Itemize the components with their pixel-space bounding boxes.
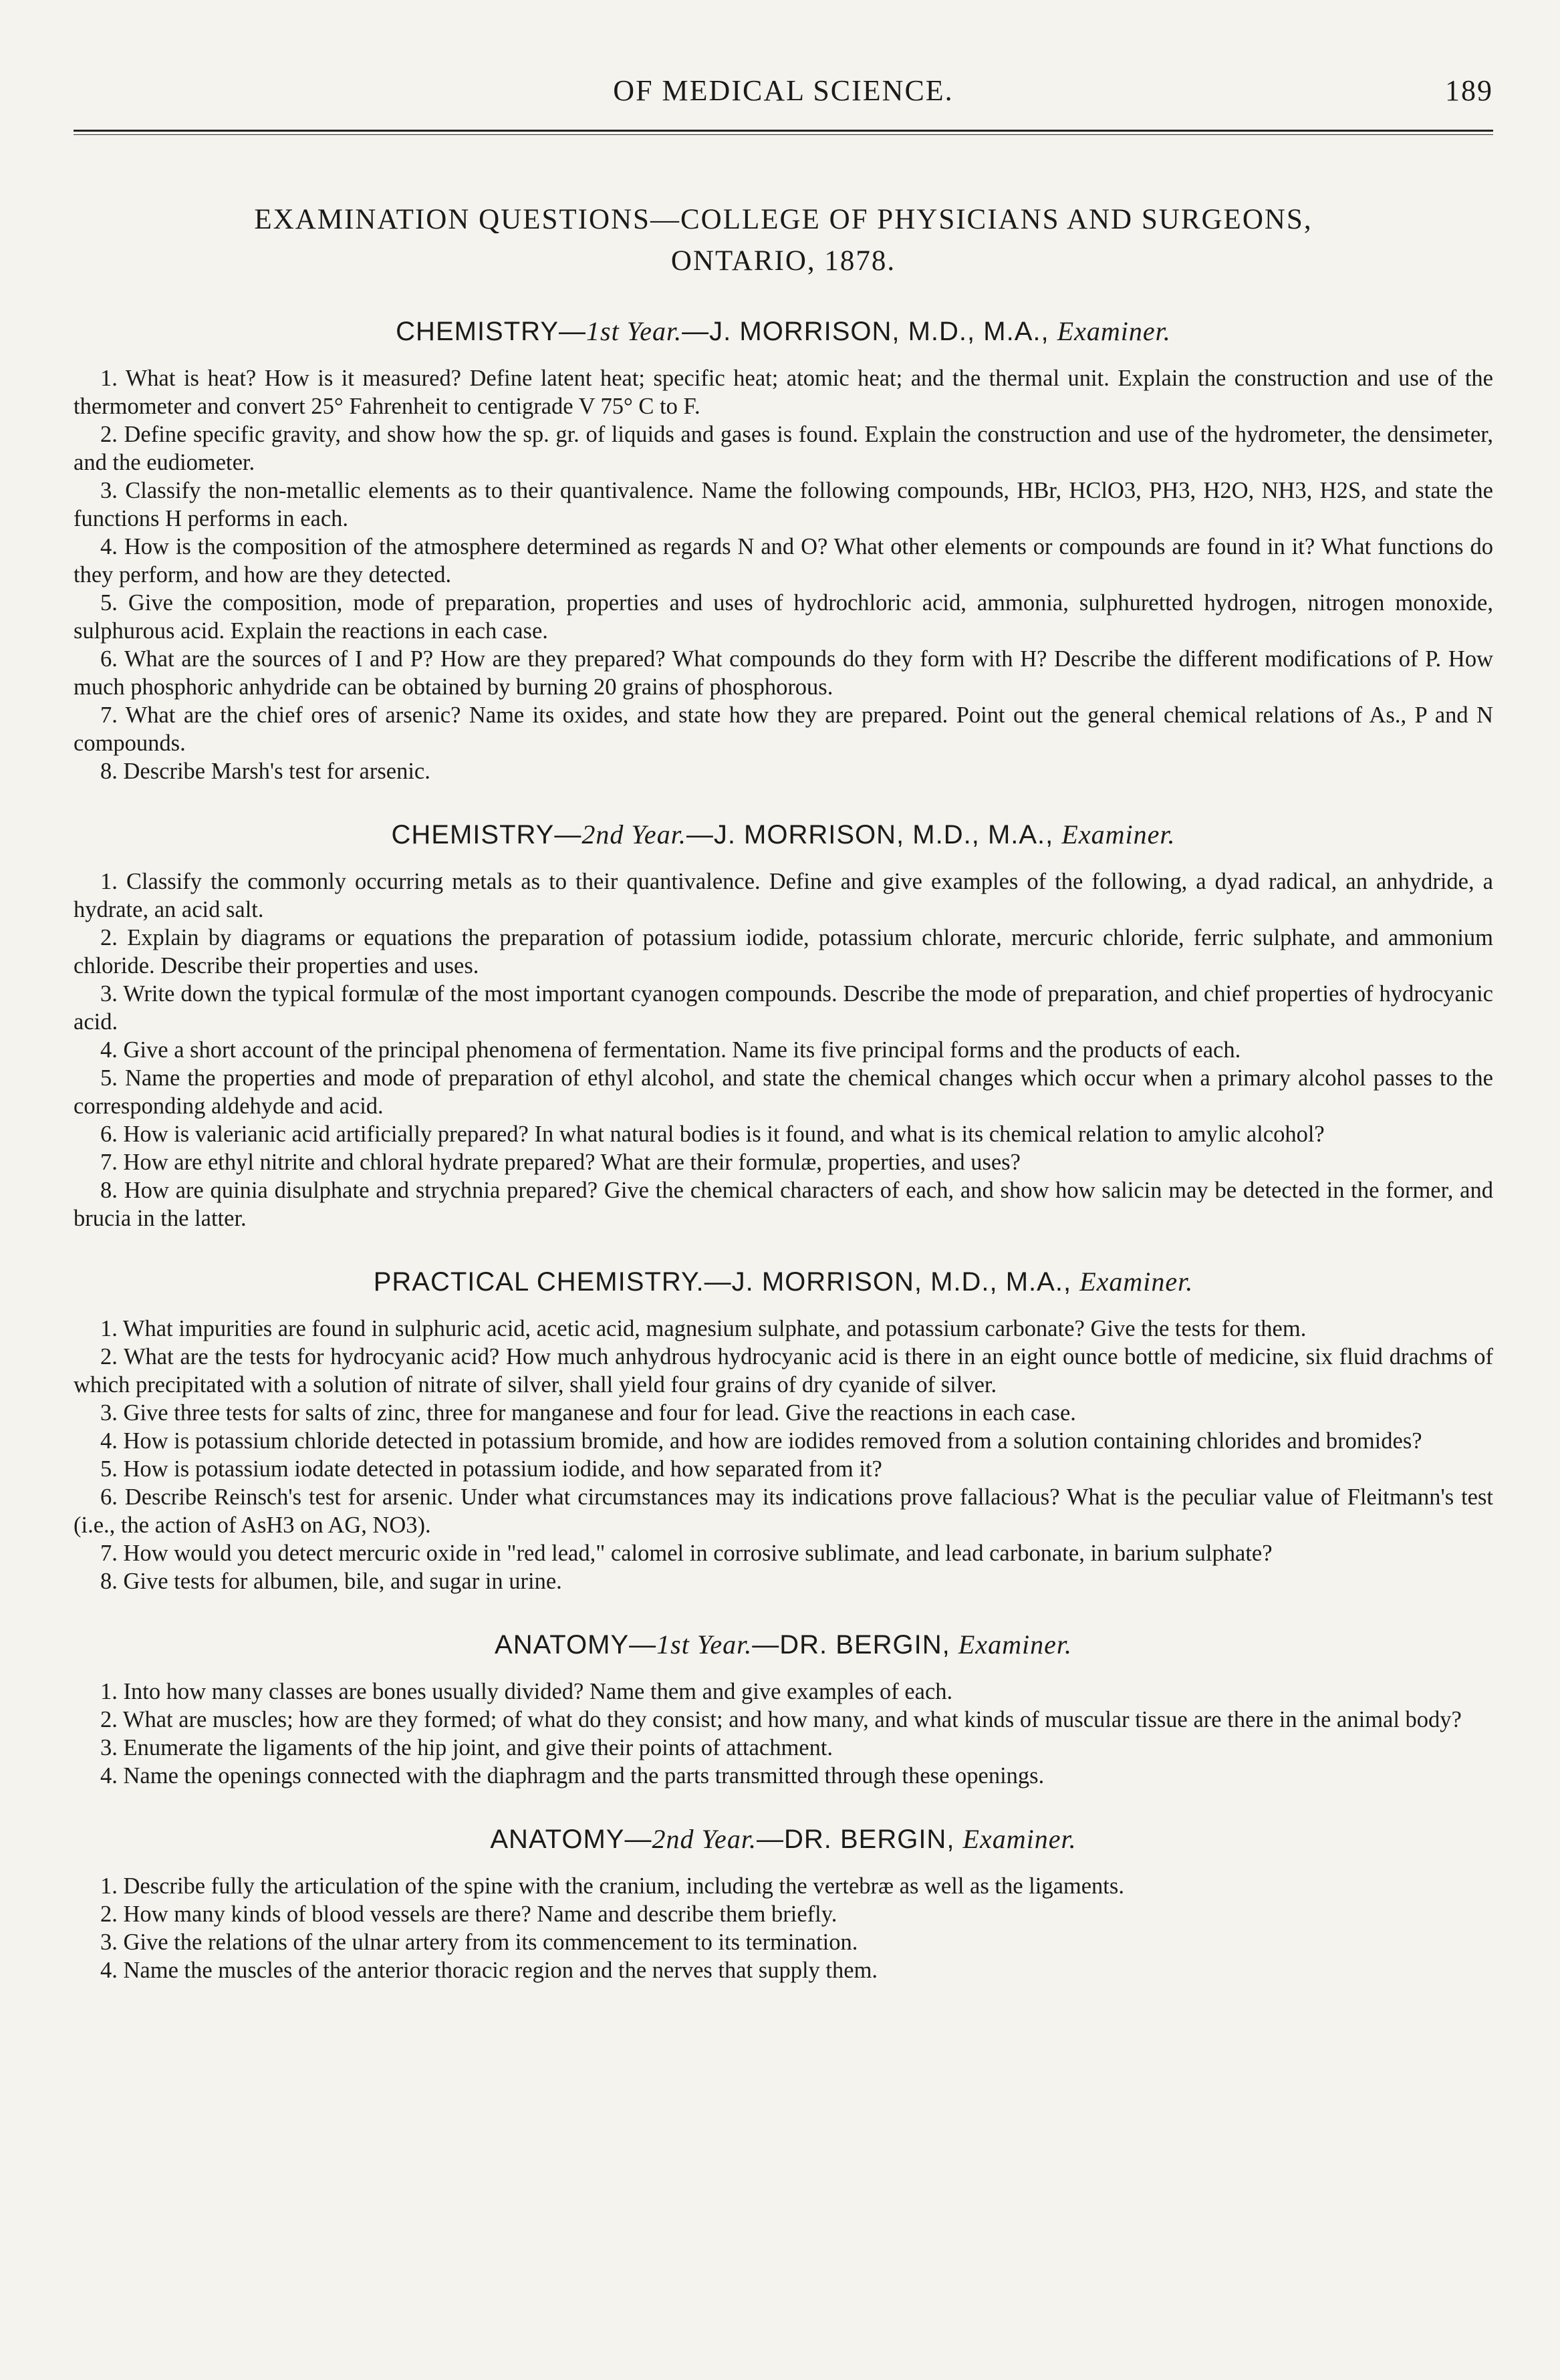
section-subject: CHEMISTRY— [391,820,582,849]
question: 5. Name the properties and mode of preparation of ethyl alcohol, and state the chemical changes which occur when a primary alcohol passes to the corresponding aldehyde and acid. [74,1065,1493,1119]
question: 2. How many kinds of blood vessels are there? Name and describe them briefly. [100,1901,837,1927]
header-rule [74,130,1493,132]
section-examiner-label: Examiner. [958,1629,1072,1660]
question: 4. Name the muscles of the anterior thoracic region and the nerves that supply them. [100,1958,878,1983]
section-subject: ANATOMY— [495,1630,657,1660]
question-list [74,868,1493,1232]
question: 4. Name the openings connected with the diaphragm and the parts transmitted through these openings. [100,1763,1045,1789]
question: 6. How is valerianic acid artificially prepared? In what natural bodies is it found, and what is its chemical relation to amylic alcohol? [100,1121,1325,1147]
page-title [74,199,1493,282]
section-examiner: —DR. BERGIN, [756,1825,963,1854]
section-year: 2nd Year. [652,1824,757,1854]
question: 6. Describe Reinsch's test for arsenic. Under what circumstances may its indications prove fallacious? What is the peculiar value of Fleitmann's test (i.e., the action of AsH3 on AG, NO3). [74,1484,1493,1538]
question: 2. What are muscles; how are they formed; of what do they consist; and how many, and what kinds of muscular tissue are there in the animal body? [100,1707,1462,1732]
question: 7. How are ethyl nitrite and chloral hydrate prepared? What are their formulæ, properties, and uses? [100,1150,1021,1175]
question: 1. Classify the commonly occurring metals as to their quantivalence. Define and give examples of the following, a dyad radical, an anhydride, a hydrate, an acid salt. [74,869,1493,922]
section-heading [74,315,1493,347]
question: 1. Describe fully the articulation of the spine with the cranium, including the vertebræ as well as the ligaments. [100,1873,1124,1899]
question: 7. What are the chief ores of arsenic? Name its oxides, and state how they are prepared. Point out the general chemical relations of As., P and N compounds. [74,702,1493,756]
question: 5. How is potassium iodate detected in potassium iodide, and how separated from it? [100,1456,882,1482]
question: 2. What are the tests for hydrocyanic acid? How much anhydrous hydrocyanic acid is there in an eight ounce bottle of medicine, six fluid drachms of which precipitated with a solution of nitrate of silver, shall yield four grains of dry cyanide of silver. [74,1344,1493,1398]
section-heading [74,1266,1493,1297]
question: 2. Explain by diagrams or equations the preparation of potassium iodide, potassium chlorate, mercuric chloride, ferric sulphate, and ammonium chloride. Describe their properties and uses. [74,925,1493,978]
question-list [74,364,1493,785]
question: 4. How is the composition of the atmosphere determined as regards N and O? What other elements or compounds are found in it? What functions do they perform, and how are they detected. [74,534,1493,587]
section-examiner-label: Examiner. [1079,1267,1194,1297]
question: 4. How is potassium chloride detected in potassium bromide, and how are iodides removed from a solution containing chlorides and bromides? [100,1428,1422,1454]
question-list [74,1678,1493,1790]
question: 8. How are quinia disulphate and strychnia prepared? Give the chemical characters of each, and show how salicin may be detected in the former, and brucia in the latter. [74,1178,1493,1231]
section-year: 1st Year. [586,316,682,346]
title-line-2: ONTARIO, 1878. [670,245,896,277]
question: 1. Into how many classes are bones usually divided? Name them and give examples of each. [100,1679,953,1704]
section-chemistry-2nd-year [74,819,1493,1232]
title-line-1: EXAMINATION QUESTIONS—COLLEGE OF PHYSICIANS AND SURGEONS, [254,204,1313,235]
section-heading [74,819,1493,850]
question: 1. What impurities are found in sulphuric acid, acetic acid, magnesium sulphate, and potassium carbonate? Give the tests for them. [100,1316,1307,1341]
section-examiner: —J. MORRISON, M.D., M.A., [682,317,1057,346]
question: 2. Define specific gravity, and show how the sp. gr. of liquids and gases is found. Explain the construction and use of the hydrometer, the densimeter, and the eudiometer. [74,422,1493,475]
question: 1. What is heat? How is it measured? Define latent heat; specific heat; atomic heat; and the thermal unit. Explain the construction and use of the thermometer and convert 25° Fahrenheit to centigrade V 75° C to F. [74,366,1493,419]
header-rule-thin [74,134,1493,135]
question: 5. Give the composition, mode of preparation, properties and uses of hydrochloric acid, ammonia, sulphuretted hydrogen, nitrogen monoxide, sulphurous acid. Explain the reactions in each case. [74,590,1493,644]
running-head [74,74,1493,114]
question: 6. What are the sources of I and P? How are they prepared? What compounds do they form with H? Describe the different modifications of P. How much phosphoric anhydride can be obtained by burning 20 grains of phosphorous. [74,646,1493,700]
section-year: 2nd Year. [581,819,686,849]
section-examiner: —J. MORRISON, M.D., M.A., [686,820,1062,849]
section-examiner-label: Examiner. [1061,819,1176,849]
section-year: 1st Year. [656,1629,753,1660]
section-anatomy-1st-year [74,1629,1493,1790]
section-subject: CHEMISTRY— [396,317,587,346]
section-examiner-label: Examiner. [1057,316,1171,346]
question: 8. Describe Marsh's test for arsenic. [100,759,430,784]
section-subject: ANATOMY— [490,1825,652,1854]
question: 3. Give three tests for salts of zinc, three for manganese and four for lead. Give the reactions in each case. [100,1400,1076,1426]
question: 4. Give a short account of the principal phenomena of fermentation. Name its five principal forms and the products of each. [100,1037,1241,1063]
question: 7. How would you detect mercuric oxide in "red lead," calomel in corrosive sublimate, and lead carbonate, in barium sulphate? [100,1541,1273,1566]
page-number: 189 [1445,74,1493,107]
question: 8. Give tests for albumen, bile, and sugar in urine. [100,1569,562,1594]
question: 3. Write down the typical formulæ of the most important cyanogen compounds. Describe the mode of preparation, and chief properties of hydrocyanic acid. [74,981,1493,1035]
question-list [74,1872,1493,1984]
section-heading [74,1823,1493,1855]
section-anatomy-2nd-year [74,1823,1493,1984]
section-heading [74,1629,1493,1660]
section-examiner: —DR. BERGIN, [752,1630,958,1660]
section-subject: PRACTICAL CHEMISTRY. [373,1267,704,1297]
question: 3. Give the relations of the ulnar artery from its commencement to its termination. [100,1930,858,1955]
section-practical-chemistry [74,1266,1493,1595]
section-examiner-label: Examiner. [962,1824,1077,1854]
section-chemistry-1st-year [74,315,1493,785]
question: 3. Enumerate the ligaments of the hip joint, and give their points of attachment. [100,1735,833,1760]
section-examiner: —J. MORRISON, M.D., M.A., [704,1267,1080,1297]
question-list [74,1315,1493,1595]
question: 3. Classify the non-metallic elements as to their quantivalence. Name the following compounds, HBr, HClO3, PH3, H2O, NH3, H2S, and state the functions H performs in each. [74,478,1493,531]
running-title: OF MEDICAL SCIENCE. [613,74,954,107]
